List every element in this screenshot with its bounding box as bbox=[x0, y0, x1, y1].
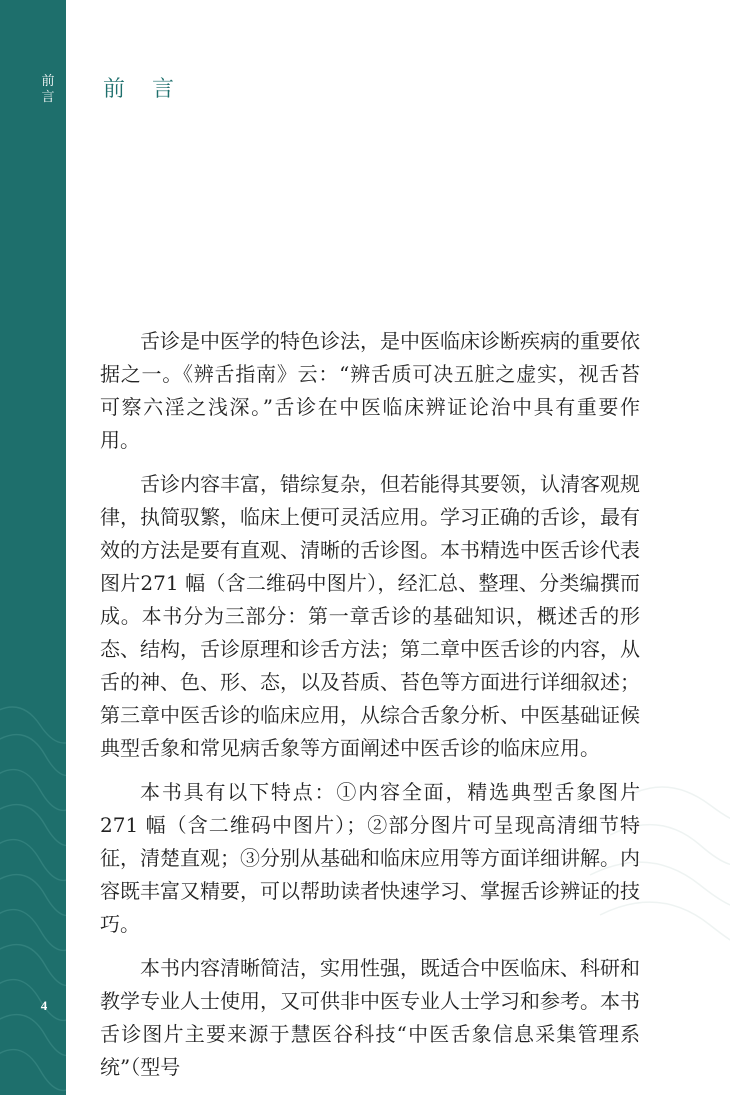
paragraph: 本书内容清晰简洁，实用性强，既适合中医临床、科研和教学专业人士使用，又可供非中医专业人士学习和参考。本书舌诊图片主要来源于慧医谷科技“中医舌象信息采集管理系统”（型号 bbox=[100, 956, 640, 1079]
paragraph: 舌诊是中医学的特色诊法，是中医临床诊断疾病的重要依据之一。《辨舌指南》云：“辨舌质可决五脏之虚实，视舌苔可察六淫之浅深。”舌诊在中医临床辨证论治中具有重要作用。 bbox=[100, 329, 640, 452]
page-title: 前 言 bbox=[103, 77, 184, 102]
wave-pattern-decoration bbox=[0, 675, 66, 1095]
paragraph: 本书具有以下特点：①内容全面，精选典型舌象图片 271 幅（含二维码中图片）；②部分图片可呈现高清细节特征，清楚直观；③分别从基础和临床应用等方面详细讲解。内容既丰富又精要，可以帮助读者快速学习、掌握舌诊辨证的技巧。 bbox=[100, 780, 640, 936]
sidebar-band bbox=[0, 0, 66, 1095]
chapter-tab-char-1: 前 bbox=[41, 74, 55, 89]
page-number: 4 bbox=[40, 998, 48, 1013]
chapter-tab-label bbox=[38, 74, 58, 106]
chapter-tab-char-2: 言 bbox=[41, 90, 55, 105]
preface-body bbox=[100, 325, 640, 1095]
paragraph: 舌诊内容丰富，错综复杂，但若能得其要领，认清客观规律，执简驭繁，临床上便可灵活应用。学习正确的舌诊，最有效的方法是要有直观、清晰的舌诊图。本书精选中医舌诊代表图片271 幅（含二维码中图片），经汇总、整理、分类编撰而成。本书分为三部分：第一章舌诊的基础知识，概述舌的形态、结构，舌诊原理和诊舌方法；第二章中医舌诊的内容，从舌的神、色、形、态，以及苔质、苔色等方面进行详细叙述；第三章中医舌诊的临床应用，从综合舌象分析、中医基础证候典型舌象和常见病舌象等方面阐述中医舌诊的临床应用。 bbox=[100, 472, 640, 760]
